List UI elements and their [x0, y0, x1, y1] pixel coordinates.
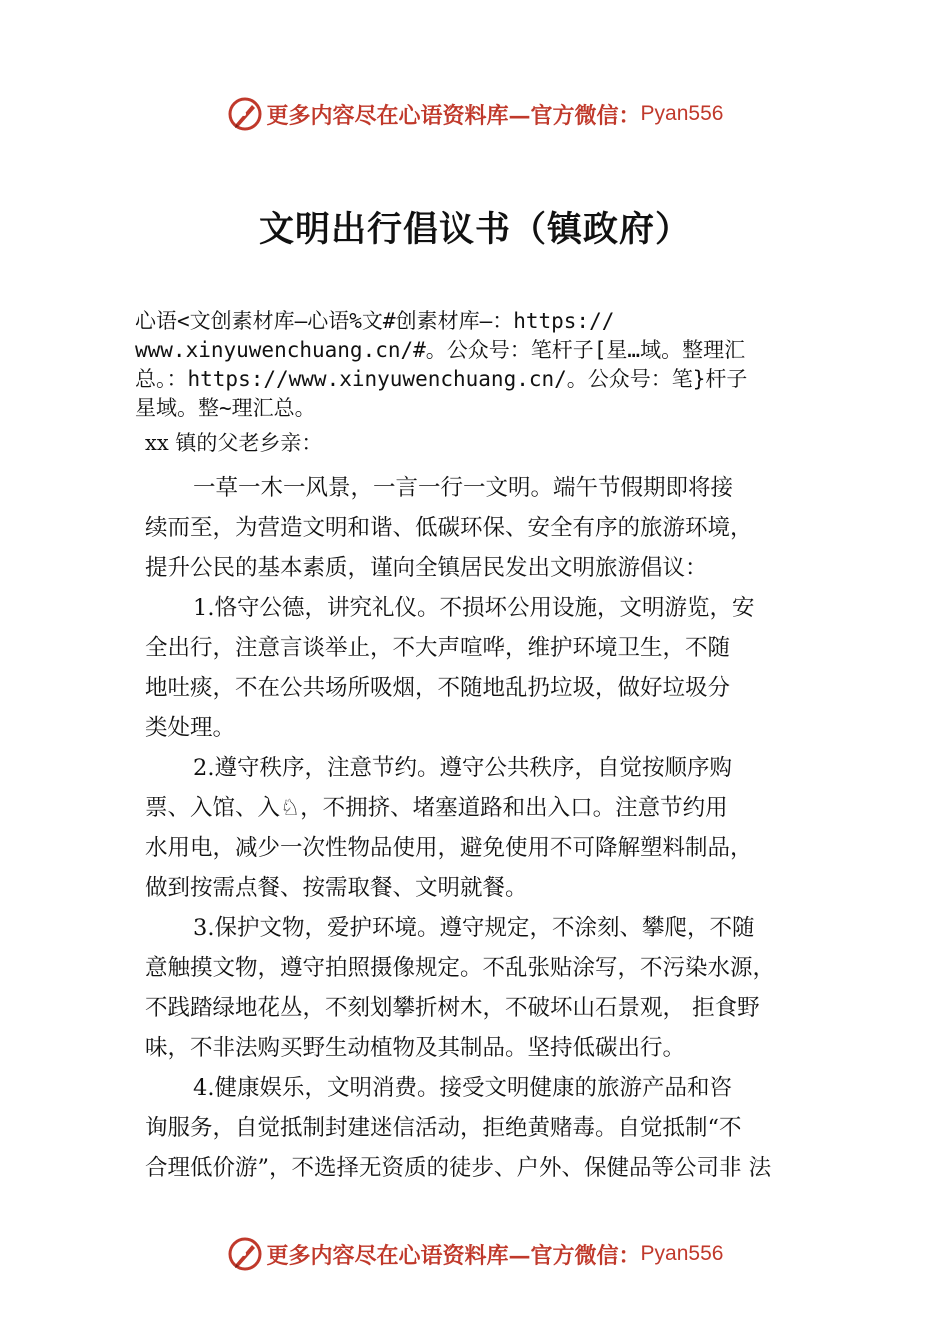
document-title: 文明出行倡议书（镇政府） — [258, 209, 691, 250]
footer-banner — [0, 1232, 950, 1276]
document-body — [145, 468, 825, 1188]
intro-line: 续而至，为营造文明和谐、低碳环保、安全有序的旅游环境， — [145, 515, 753, 541]
wechat-id: Pyan556 — [640, 102, 724, 125]
source-note — [135, 307, 835, 423]
item-2-line: 做到按需点餐、按需取餐、文明就餐。 — [145, 875, 528, 901]
item-3-line: 不践踏绿地花丛，不刻划攀折树木，不破坏山石景观， 拒食野 — [145, 995, 760, 1021]
quill-pen-logo-icon — [227, 96, 263, 132]
banner-text: 更多内容尽在心语资料库—官方微信： — [266, 1242, 641, 1269]
source-line: 星域。整~理汇总。 — [135, 396, 316, 420]
item-4-line: 询服务，自觉抵制封建迷信活动，拒绝黄赌毒。自觉抵制“不 — [145, 1115, 742, 1141]
wechat-id: Pyan556 — [640, 1242, 724, 1265]
salutation: xx 镇的父老乡亲： — [145, 431, 323, 455]
item-2-line: 水用电，减少一次性物品使用，避免使用不可降解塑料制品， — [145, 835, 753, 861]
item-3-line: 味，不非法购买野生动植物及其制品。坚持低碳出行。 — [145, 1035, 686, 1061]
item-1-line: 类处理。 — [145, 715, 236, 741]
intro-line: 一草一木一风景，一言一行一文明。端午节假期即将接 — [193, 475, 734, 501]
quill-pen-logo-icon — [227, 1236, 263, 1272]
banner-text: 更多内容尽在心语资料库—官方微信： — [266, 102, 641, 129]
item-2-line: 2.遵守秩序，注意节约。遵守公共秩序，自觉按顺序购 — [193, 755, 732, 781]
item-3-line: 3.保护文物，爱护环境。遵守规定，不涂刻、攀爬，不随 — [193, 915, 755, 941]
item-4-line: 合理低价游”，不选择无资质的徒步、户外、保健品等公司非 法 — [145, 1155, 772, 1181]
header-banner — [0, 92, 950, 136]
source-line: 心语<文创素材库—心语%文#创素材库—：https:// — [135, 309, 615, 333]
item-2-line: 票、入馆、入♘，不拥挤、堵塞道路和出入口。注意节约用 — [145, 795, 728, 821]
item-1-line: 地吐痰，不在公共场所吸烟，不随地乱扔垃圾，做好垃圾分 — [145, 675, 731, 701]
intro-line: 提升公民的基本素质，谨向全镇居民发出文明旅游倡议： — [145, 555, 708, 581]
item-3-line: 意触摸文物，遵守拍照摄像规定。不乱张贴涂写，不污染水源， — [145, 955, 776, 981]
item-4-line: 4.健康娱乐，文明消费。接受文明健康的旅游产品和咨 — [193, 1075, 732, 1101]
item-1-line: 全出行，注意言谈举止，不大声喧哗，维护环境卫生，不随 — [145, 635, 731, 661]
item-1-line: 1.恪守公德，讲究礼仪。不损坏公用设施，文明游览，安 — [193, 595, 755, 621]
source-line: 总。：https://www.xinyuwenchuang.cn/。公众号：笔}杆子 — [135, 367, 748, 391]
source-line: www.xinyuwenchuang.cn/#。公众号：笔杆子[星…域。整理汇 — [135, 338, 746, 362]
